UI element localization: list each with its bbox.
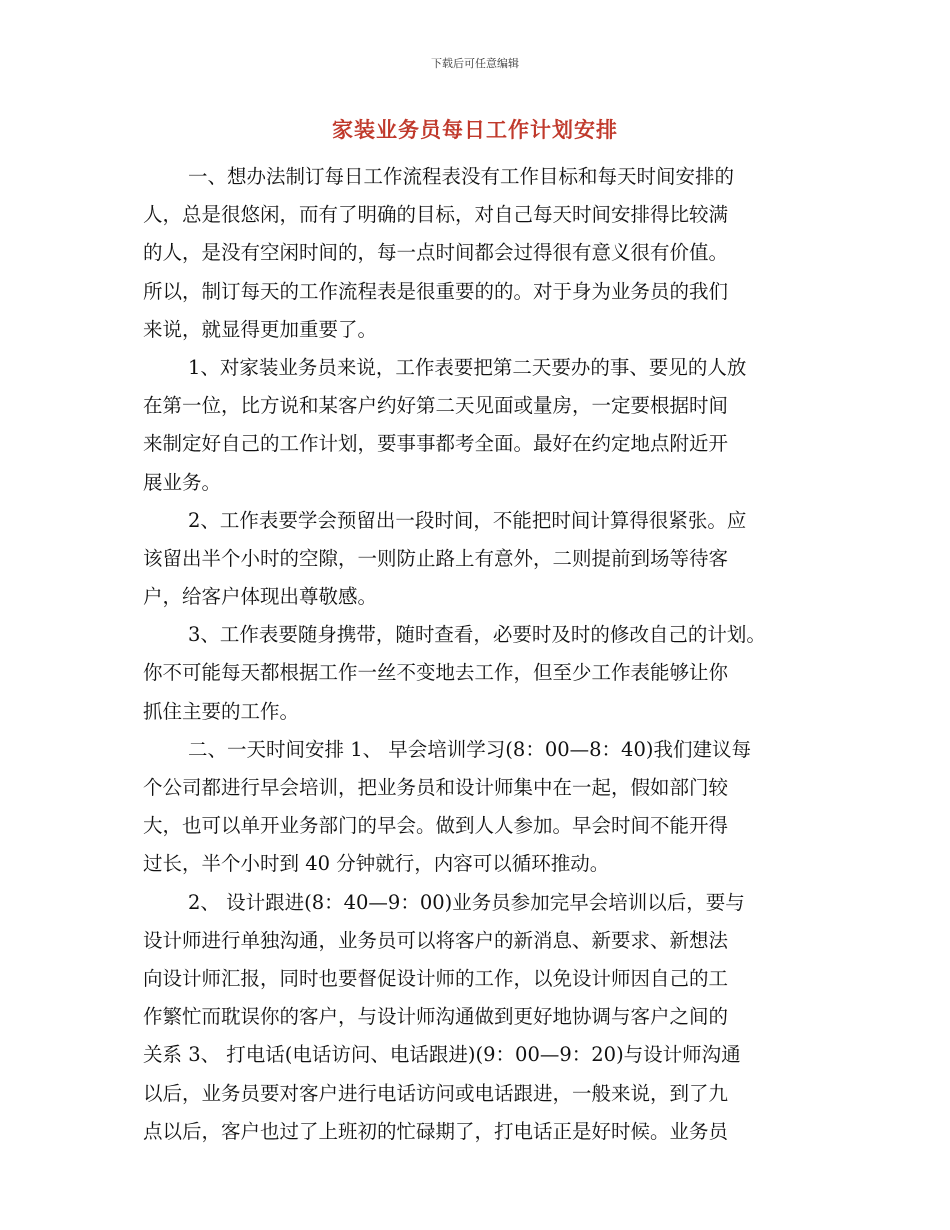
paragraph-line: 在第一位，比方说和某客户约好第二天见面或量房，一定要根据时间 <box>143 394 729 418</box>
paragraph-line: 展业务。 <box>143 470 222 494</box>
paragraph-line: 关系 3、 打电话(电话访问、电话跟进)(9：00—9：20)与设计师沟通 <box>143 1043 741 1067</box>
paragraph-line: 过长，半个小时到 40 分钟就行，内容可以循环推动。 <box>143 852 610 876</box>
paragraph-line: 设计师进行单独沟通，业务员可以将客户的新消息、新要求、新想法 <box>143 928 729 952</box>
document-title: 家装业务员每日工作计划安排 <box>332 118 618 142</box>
paragraph-line: 以后，业务员要对客户进行电话访问或电话跟进，一般来说，到了九 <box>143 1081 729 1105</box>
paragraph-line: 来说，就显得更加重要了。 <box>143 317 378 341</box>
paragraph-line: 2、工作表要学会预留出一段时间，不能把时间计算得很紧张。应 <box>188 508 747 532</box>
paragraph-line: 抓住主要的工作。 <box>143 699 300 723</box>
paragraph-line: 一、想办法制订每日工作流程表没有工作目标和每天时间安排的 <box>188 165 735 188</box>
paragraph-line: 2、 设计跟进(8：40—9：00)业务员参加完早会培训以后，要与 <box>188 890 745 914</box>
paragraph-line: 人，总是很悠闲，而有了明确的目标，对自己每天时间安排得比较满 <box>143 203 729 227</box>
paragraph-line: 该留出半个小时的空隙，一则防止路上有意外，二则提前到场等待客 <box>143 546 729 570</box>
paragraph-line: 户，给客户体现出尊敬感。 <box>143 585 378 609</box>
paragraph-line: 点以后，客户也过了上班初的忙碌期了，打电话正是好时候。业务员 <box>143 1119 729 1143</box>
paragraph-line: 来制定好自己的工作计划，要事事都考全面。最好在约定地点附近开 <box>143 432 729 456</box>
paragraph-line: 所以，制订每天的工作流程表是很重要的的。对于身为业务员的我们 <box>143 279 729 303</box>
paragraph-line: 作繁忙而耽误你的客户，与设计师沟通做到更好地协调与客户之间的 <box>143 1005 729 1029</box>
paragraph-line: 1、对家装业务员来说，工作表要把第二天要办的事、要见的人放 <box>188 355 747 379</box>
paragraph-line: 你不可能每天都根据工作一丝不变地去工作，但至少工作表能够让你 <box>143 661 729 685</box>
paragraph-line: 3、工作表要随身携带，随时查看，必要时及时的修改自己的计划。 <box>188 623 766 647</box>
paragraph-line: 的人，是没有空闲时间的，每一点时间都会过得很有意义很有价值。 <box>143 241 729 265</box>
paragraph-line: 向设计师汇报，同时也要督促设计师的工作，以免设计师因自己的工 <box>143 966 729 990</box>
paragraph-line: 大，也可以单开业务部门的早会。做到人人参加。早会时间不能开得 <box>143 814 729 838</box>
document-body <box>143 158 815 1151</box>
paragraph-line: 个公司都进行早会培训，把业务员和设计师集中在一起，假如部门较 <box>143 776 729 799</box>
page-header-note: 下载后可任意编辑 <box>431 57 519 70</box>
paragraph-line: 二、一天时间安排 1、 早会培训学习(8：00—8：40)我们建议每 <box>188 737 751 761</box>
